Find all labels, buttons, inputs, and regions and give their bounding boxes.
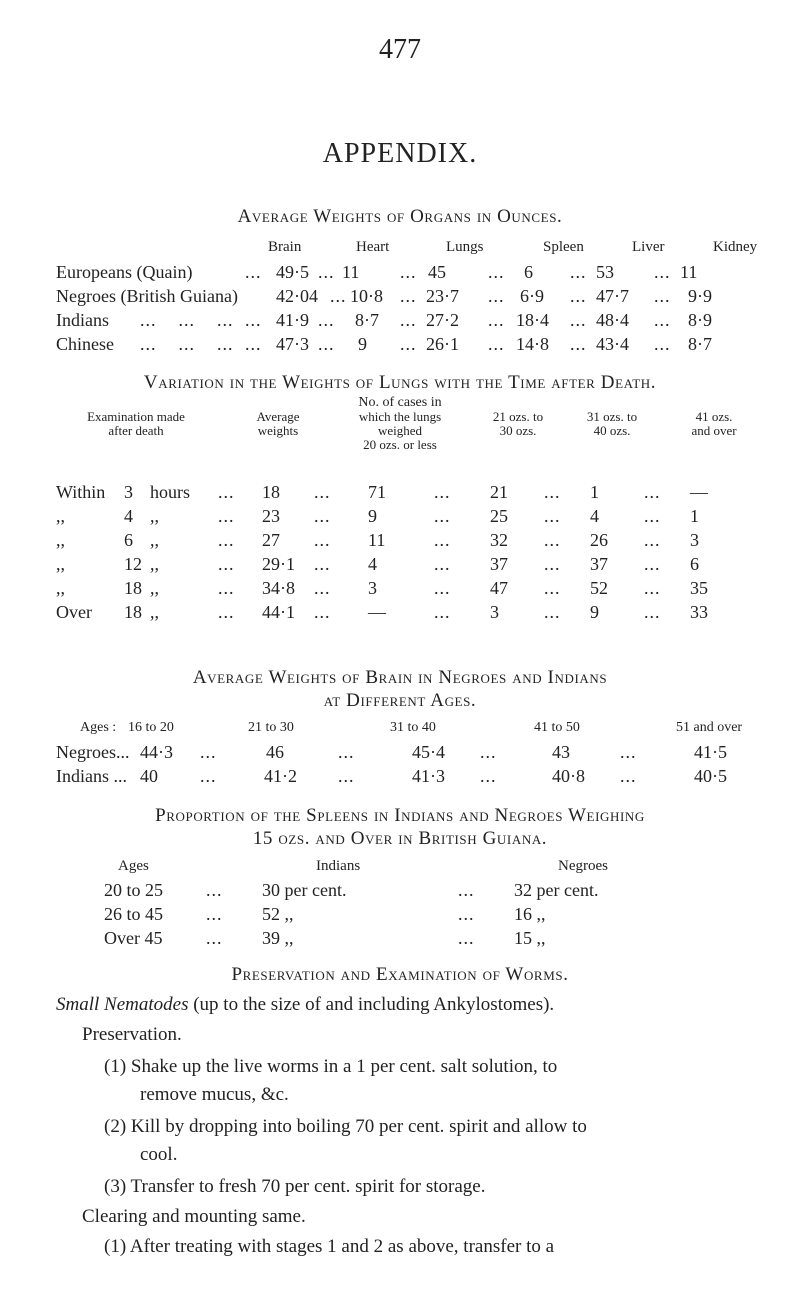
lungs-cell: 52 xyxy=(590,578,608,598)
lungs-row-prefix: ,, xyxy=(56,506,65,526)
organ-cell: 47·7 xyxy=(596,286,629,306)
lungs-row-prefix: Within xyxy=(56,482,106,502)
dot-leader: ... xyxy=(644,530,661,550)
dot-leader: ... xyxy=(544,602,561,622)
lungs-col-average: Average weights xyxy=(256,409,300,438)
lungs-cell: 29·1 xyxy=(262,554,295,574)
spleen-negroes: 32 per cent. xyxy=(514,880,599,900)
lungs-cell: 25 xyxy=(490,506,508,526)
spleen-indians: 52 ,, xyxy=(262,904,294,924)
brain-age-col: 16 to 20 xyxy=(128,720,174,735)
lungs-cell: 26 xyxy=(590,530,608,550)
brain-cell: 40 xyxy=(140,766,158,786)
dot-leader: ... xyxy=(644,482,661,502)
worms-intro: Small Nematodes (up to the size of and including Ankylostomes). xyxy=(56,994,555,1015)
organ-row-label: Europeans (Quain) xyxy=(56,262,193,282)
organ-cell: 48·4 xyxy=(596,310,629,330)
clearing-step1: (1) After treating with stages 1 and 2 as above, transfer to a xyxy=(104,1236,555,1257)
spleen-col-ages: Ages xyxy=(118,858,149,874)
dot-leader: ... xyxy=(644,554,661,574)
spleen-indians: 30 per cent. xyxy=(262,880,347,900)
lungs-row-unit: ,, xyxy=(150,578,159,598)
organ-cell: 23·7 xyxy=(426,286,459,306)
organ-cell: 27·2 xyxy=(426,310,459,330)
lungs-cell: 37 xyxy=(490,554,508,574)
lungs-row-unit: ,, xyxy=(150,602,159,622)
brain-cell: 46 xyxy=(266,742,284,762)
brain-ages-label: Ages : xyxy=(80,720,117,735)
dot-leader: ... xyxy=(544,482,561,502)
lungs-row-hours: 12 xyxy=(124,554,142,574)
spleen-col-negroes: Negroes xyxy=(558,858,608,874)
lungs-cell: 47 xyxy=(490,578,508,598)
dot-leader: ... xyxy=(544,530,561,550)
spleen-age: Over 45 xyxy=(104,928,163,948)
brain-age-col: 31 to 40 xyxy=(390,720,436,735)
brain-row-label: Indians ... xyxy=(56,766,127,786)
col-spleen: Spleen xyxy=(543,239,584,255)
lungs-cell: 33 xyxy=(690,602,708,622)
clearing-label: Clearing and mounting same. xyxy=(82,1206,306,1227)
dot-leader: ... xyxy=(644,578,661,598)
spleen-heading-line1: Proportion of the Spleens in Indians and Negroes Weighing xyxy=(155,805,645,826)
lungs-cell: 4 xyxy=(590,506,599,526)
step2-line1: (2) Kill by dropping into boiling 70 per cent. spirit and allow to xyxy=(104,1116,587,1137)
col-brain: Brain xyxy=(268,239,302,255)
brain-cell: 45·4 xyxy=(412,742,445,762)
lungs-col-21-30: 21 ozs. to 30 ozs. xyxy=(492,409,544,438)
lungs-cell: 1 xyxy=(590,482,599,502)
organ-cell: 11 xyxy=(342,262,360,282)
brain-cell: 41·2 xyxy=(264,766,297,786)
organ-cell: 18·4 xyxy=(516,310,549,330)
brain-age-col: 21 to 30 xyxy=(248,720,294,735)
lungs-row-prefix: ,, xyxy=(56,578,65,598)
organ-cell: 8·7 xyxy=(688,334,712,354)
brain-cell: 43 xyxy=(552,742,570,762)
dot-leader: ... xyxy=(314,506,331,526)
spleen-age: 20 to 25 xyxy=(104,880,164,900)
organ-cell: 42·04 xyxy=(276,286,318,306)
lungs-row-unit: ,, xyxy=(150,506,159,526)
lungs-cell: 44·1 xyxy=(262,602,295,622)
step1-line2: remove mucus, &c. xyxy=(140,1084,289,1105)
dot-leader: ... xyxy=(314,482,331,502)
spleen-col-indians: Indians xyxy=(316,858,361,874)
brain-row-label: Negroes... xyxy=(56,742,130,762)
step3: (3) Transfer to fresh 70 per cent. spirit for storage. xyxy=(104,1176,486,1197)
brain-age-col: 41 to 50 xyxy=(534,720,580,735)
dot-leader: ... xyxy=(644,602,661,622)
organ-cell: 8·9 xyxy=(688,310,712,330)
brain-cell: 40·8 xyxy=(552,766,585,786)
lungs-cell: 71 xyxy=(368,482,386,502)
dot-leader: ... xyxy=(434,482,451,502)
dot-leader: ... xyxy=(434,602,451,622)
lungs-cell: 21 xyxy=(490,482,508,502)
lungs-row-hours: 6 xyxy=(124,530,133,550)
brain-cell: 40·5 xyxy=(694,766,727,786)
lungs-cell: 6 xyxy=(690,554,699,574)
spleen-indians: 39 ,, xyxy=(262,928,294,948)
organ-cell: 9 xyxy=(358,334,367,354)
dot-leader: ... xyxy=(434,530,451,550)
lungs-cell: 32 xyxy=(490,530,508,550)
lungs-cell: 9 xyxy=(368,506,377,526)
dot-leader: ... xyxy=(218,530,235,550)
dot-leader: ... xyxy=(314,602,331,622)
small-nematodes-label: Small Nematodes xyxy=(56,994,189,1015)
organ-cell: 53 xyxy=(596,262,614,282)
lungs-row-hours: 18 xyxy=(124,602,142,622)
brain-age-col: 51 and over xyxy=(676,720,743,735)
col-kidney: Kidney xyxy=(713,239,758,255)
lungs-row-unit: hours xyxy=(150,482,190,502)
dot-leader: ... xyxy=(544,506,561,526)
step1-line1: (1) Shake up the live worms in a 1 per cent. salt solution, to xyxy=(104,1056,558,1077)
organ-cell: 45 xyxy=(428,262,446,282)
organ-cell: 14·8 xyxy=(516,334,549,354)
lungs-cell: 3 xyxy=(690,530,699,550)
dot-leader: ... xyxy=(218,482,235,502)
organ-weights-heading: Average Weights of Organs in Ounces. xyxy=(237,206,563,227)
organ-cell: 26·1 xyxy=(426,334,459,354)
lungs-cell: — xyxy=(690,482,708,502)
organ-cell: 47·3 xyxy=(276,334,309,354)
dot-leader: ... xyxy=(314,530,331,550)
dot-leader: ... xyxy=(544,578,561,598)
organ-cell: 41·9 xyxy=(276,310,309,330)
spleen-negroes: 15 ,, xyxy=(514,928,546,948)
dot-leader: ... xyxy=(644,506,661,526)
lungs-col-cases: No. of cases in which the lungs weighed 20 ozs. or less xyxy=(358,395,442,452)
brain-cell: 41·5 xyxy=(694,742,727,762)
dot-leader: ... xyxy=(544,554,561,574)
organ-row-label: Negroes (British Guiana) xyxy=(56,286,238,306)
lungs-cell: 1 xyxy=(690,506,699,526)
lungs-row-unit: ,, xyxy=(150,530,159,550)
lungs-row-hours: 4 xyxy=(124,506,133,526)
organ-cell: 10·8 xyxy=(350,286,383,306)
lungs-row-prefix: Over xyxy=(56,602,92,622)
lungs-cell: 3 xyxy=(490,602,499,622)
spleen-heading-line2: 15 ozs. and Over in British Guiana. xyxy=(252,828,548,849)
organ-cell: 6·9 xyxy=(520,286,544,306)
dot-leader: ... xyxy=(314,578,331,598)
dot-leader: ... xyxy=(434,578,451,598)
organ-cell: 43·4 xyxy=(596,334,629,354)
lungs-heading: Variation in the Weights of Lungs with the Time after Death. xyxy=(143,372,657,393)
dot-leader: ... xyxy=(434,554,451,574)
lungs-cell: 18 xyxy=(262,482,280,502)
lungs-col-41-over: 41 ozs. and over xyxy=(691,409,737,438)
step2-line2: cool. xyxy=(140,1144,178,1165)
lungs-cell: 34·8 xyxy=(262,578,295,598)
lungs-cell: 3 xyxy=(368,578,377,598)
lungs-row-prefix: ,, xyxy=(56,554,65,574)
lungs-row-unit: ,, xyxy=(150,554,159,574)
lungs-cell: 35 xyxy=(690,578,708,598)
dot-leader: ... xyxy=(434,506,451,526)
col-liver: Liver xyxy=(632,239,665,255)
lungs-cell: 23 xyxy=(262,506,280,526)
brain-heading-line1: Average Weights of Brain in Negroes and Indians xyxy=(192,667,608,688)
dot-leader: ... xyxy=(314,554,331,574)
brain-heading-line2: at Different Ages. xyxy=(323,690,477,711)
preservation-label: Preservation. xyxy=(82,1024,182,1045)
dot-leader: ... xyxy=(218,578,235,598)
lungs-cell: 4 xyxy=(368,554,377,574)
lungs-cell: 9 xyxy=(590,602,599,622)
organ-cell: 8·7 xyxy=(355,310,379,330)
lungs-row-hours: 18 xyxy=(124,578,142,598)
brain-cell: 44·3 xyxy=(140,742,173,762)
dot-leader: ... xyxy=(218,506,235,526)
dot-leader: ... xyxy=(218,554,235,574)
lungs-cell: 37 xyxy=(590,554,608,574)
lungs-cell: 27 xyxy=(262,530,280,550)
organ-cell: 6 xyxy=(524,262,533,282)
organ-row-label: Indians xyxy=(56,310,109,330)
lungs-cell: 11 xyxy=(368,530,386,550)
col-heart: Heart xyxy=(356,239,390,255)
col-lungs: Lungs xyxy=(446,239,484,255)
spleen-negroes: 16 ,, xyxy=(514,904,546,924)
brain-cell: 41·3 xyxy=(412,766,445,786)
spleen-age: 26 to 45 xyxy=(104,904,164,924)
lungs-col-exam: Examination made after death xyxy=(87,409,185,438)
organ-cell: 49·5 xyxy=(276,262,309,282)
appendix-title: APPENDIX. xyxy=(322,138,478,169)
dot-leader: ... xyxy=(218,602,235,622)
lungs-row-hours: 3 xyxy=(124,482,133,502)
lungs-col-31-40: 31 ozs. to 40 ozs. xyxy=(586,409,638,438)
organ-cell: 11 xyxy=(680,262,698,282)
page-number: 477 xyxy=(379,34,421,65)
organ-row-label: Chinese xyxy=(56,334,114,354)
lungs-row-prefix: ,, xyxy=(56,530,65,550)
worms-heading: Preservation and Examination of Worms. xyxy=(231,964,569,985)
organ-cell: 9·9 xyxy=(688,286,712,306)
lungs-cell: — xyxy=(368,602,386,622)
